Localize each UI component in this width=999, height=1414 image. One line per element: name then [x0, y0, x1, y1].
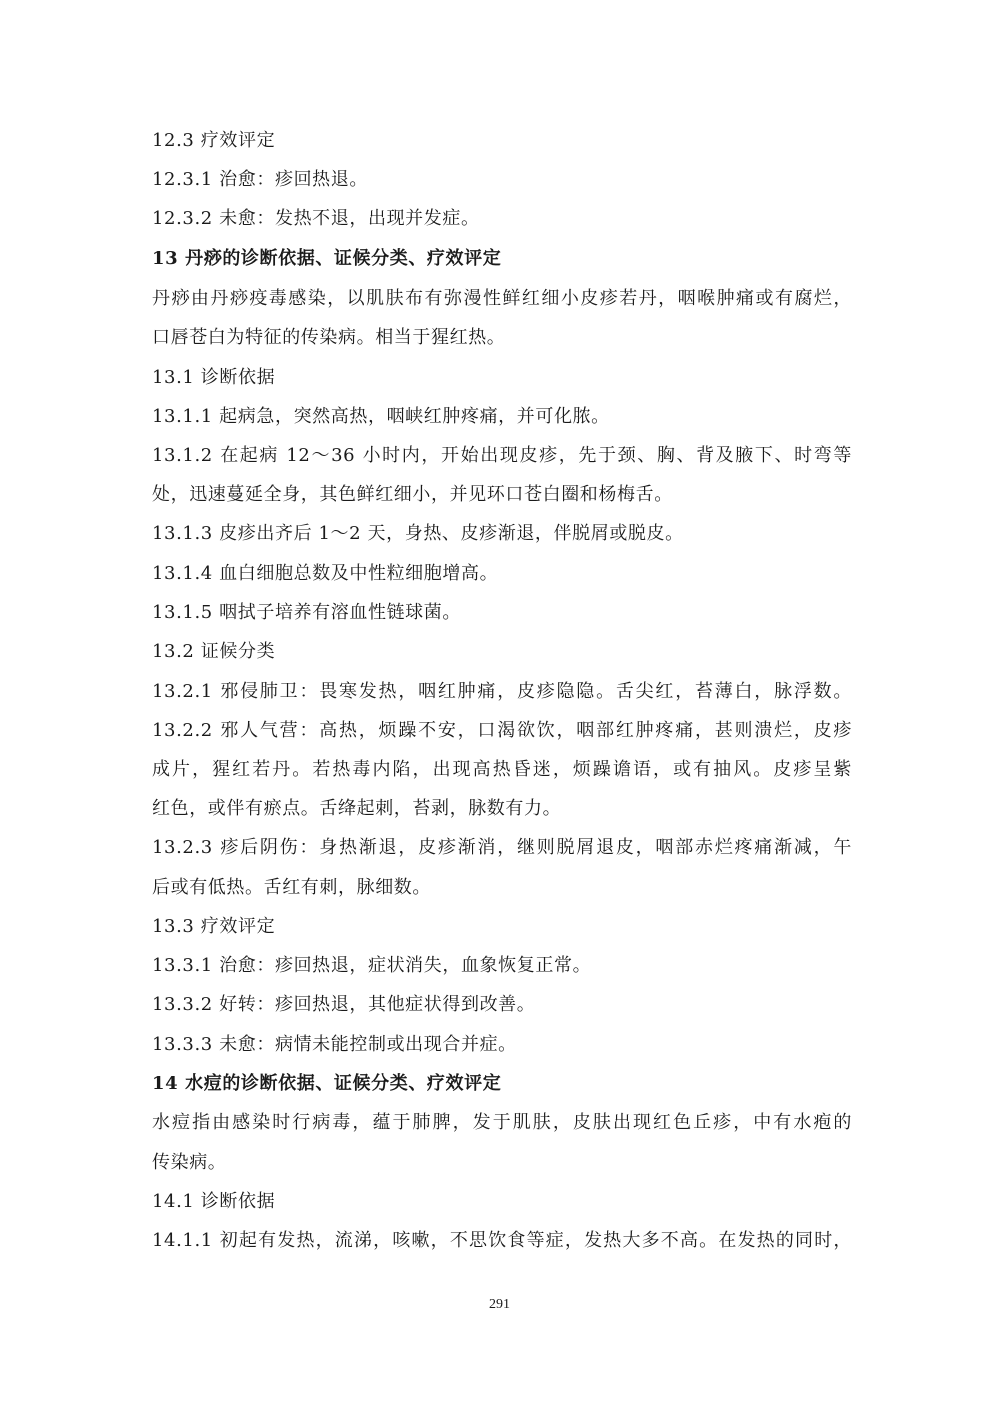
section-13-3-heading: 13.3 疗效评定 — [152, 916, 276, 937]
section-12-3-heading: 12.3 疗效评定 — [152, 130, 276, 151]
paragraph-line: 传染病。 — [152, 1152, 227, 1173]
text-line: 14.1.1 初起有发热，流涕，咳嗽，不思饮食等症，发热大多不高。在发热的同时， — [152, 1230, 852, 1251]
text-line: 13.2.3 疹后阴伤：身热渐退，皮疹渐消，继则脱屑退皮，咽部赤烂疼痛渐减，午 — [152, 837, 852, 858]
text-line: 13.1.3 皮疹出齐后 1～2 天，身热、皮疹渐退，伴脱屑或脱皮。 — [152, 523, 684, 544]
text-line: 13.3.1 治愈：疹回热退，症状消失，血象恢复正常。 — [152, 955, 592, 976]
section-13-title: 13 丹痧的诊断依据、证候分类、疗效评定 — [152, 248, 502, 269]
text-line: 13.1.5 咽拭子培养有溶血性链球菌。 — [152, 602, 461, 623]
section-14-1-heading: 14.1 诊断依据 — [152, 1191, 276, 1212]
section-14-title: 14 水痘的诊断依据、证候分类、疗效评定 — [152, 1073, 502, 1094]
text-line: 13.1.4 血白细胞总数及中性粒细胞增高。 — [152, 563, 499, 584]
text-line: 13.3.3 未愈：病情未能控制或出现合并症。 — [152, 1034, 517, 1055]
text-line: 12.3.1 治愈：疹回热退。 — [152, 169, 368, 190]
paragraph-line: 丹痧由丹痧疫毒感染，以肌肤布有弥漫性鲜红细小皮疹若丹，咽喉肿痛或有腐烂， — [152, 288, 852, 309]
text-line: 13.1.2 在起病 12～36 小时内，开始出现皮疹，先于颈、胸、背及腋下、时弯等 — [152, 445, 852, 466]
page-number: 291 — [489, 1297, 510, 1312]
text-line: 后或有低热。舌红有刺，脉细数。 — [152, 877, 431, 898]
text-line: 13.2.2 邪人气营：高热，烦躁不安，口渴欲饮，咽部红肿疼痛，甚则溃烂，皮疹 — [152, 720, 852, 741]
section-13-2-heading: 13.2 证候分类 — [152, 641, 276, 662]
text-line: 红色，或伴有瘀点。舌绛起刺，苔剥，脉数有力。 — [152, 798, 562, 819]
paragraph-line: 口唇苍白为特征的传染病。相当于猩红热。 — [152, 327, 506, 348]
text-line: 13.2.1 邪侵肺卫：畏寒发热，咽红肿痛，皮疹隐隐。舌尖红，苔薄白，脉浮数。 — [152, 681, 852, 702]
text-line: 12.3.2 未愈：发热不退，出现并发症。 — [152, 208, 480, 229]
text-line: 13.3.2 好转：疹回热退，其他症状得到改善。 — [152, 994, 536, 1015]
paragraph-line: 水痘指由感染时行病毒，蕴于肺脾，发于肌肤，皮肤出现红色丘疹，中有水疱的 — [152, 1112, 852, 1133]
text-line: 成片，猩红若丹。若热毒内陷，出现高热昏迷，烦躁谵语，或有抽风。皮疹呈紫 — [152, 759, 852, 780]
text-line: 13.1.1 起病急，突然高热，咽峡红肿疼痛，并可化脓。 — [152, 406, 610, 427]
text-line: 处，迅速蔓延全身，其色鲜红细小，并见环口苍白圈和杨梅舌。 — [152, 484, 673, 505]
section-13-1-heading: 13.1 诊断依据 — [152, 367, 276, 388]
